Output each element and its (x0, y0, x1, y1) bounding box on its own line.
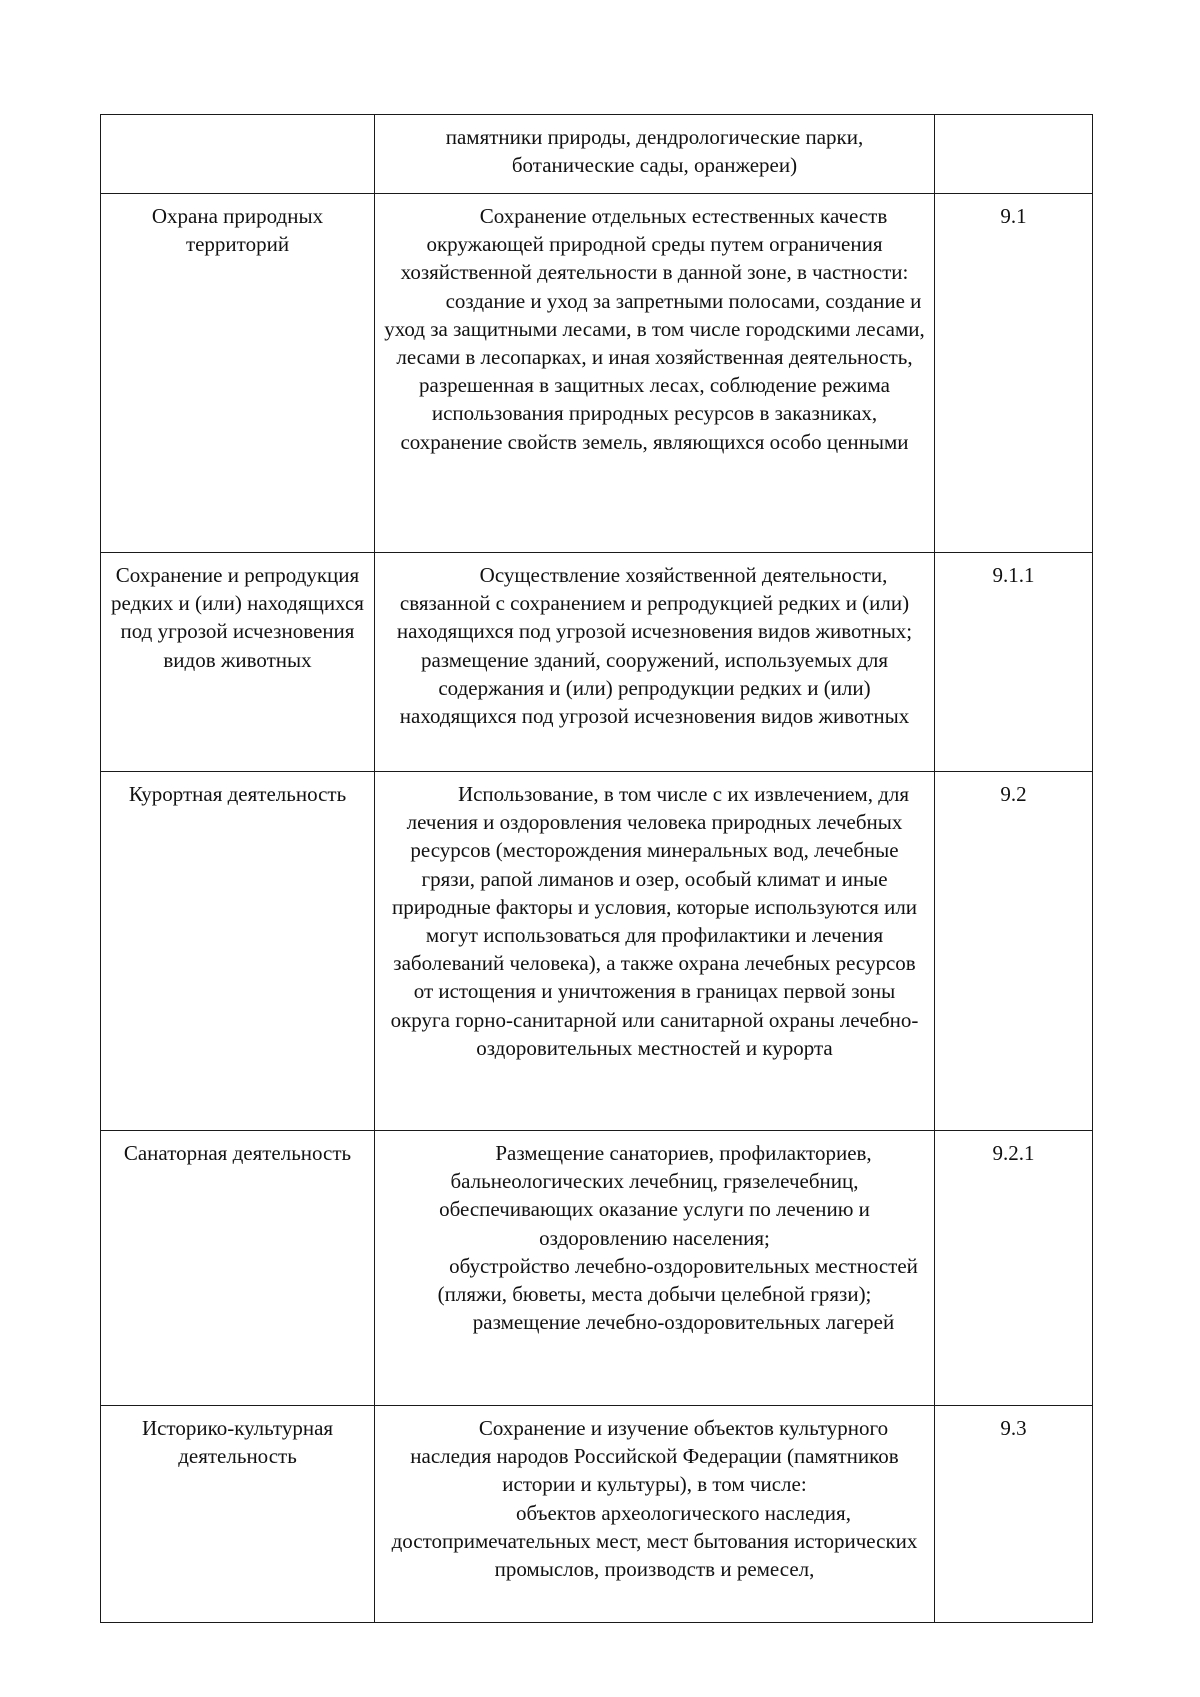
land-use-name: Историко-культурная деятельность (101, 1406, 375, 1623)
description-paragraph: создание и уход за запретными полосами, создание и уход за защитными лесами, в том числе городскими лесами, лесами в лесопарках, и иная хозяйственная деятельность, разрешенная в защитных лесах, соблюдение режима использования природных ресурсов в заказниках, сохранение свойств земель, являющихся особо ценными (384, 288, 925, 454)
land-use-name: Охрана природных территорий (101, 194, 375, 553)
land-use-code: 9.1 (935, 194, 1093, 553)
description-paragraph: объектов археологического наследия, достопримечательных мест, мест бытования исторических промыслов, производств и ремесел, (391, 1500, 918, 1582)
land-use-description (375, 194, 935, 553)
description-paragraph: размещение лечебно-оздоровительных лагерей (472, 1310, 895, 1335)
land-use-name: Санаторная деятельность (101, 1131, 375, 1406)
land-use-description (375, 1131, 935, 1406)
table-row (101, 194, 1093, 553)
land-use-code: 9.2 (935, 772, 1093, 1131)
land-use-description (375, 553, 935, 772)
description-paragraph: Сохранение отдельных естественных качеств окружающей природной среды путем ограничения хозяйственной деятельности в данной зоне, в частности: (400, 204, 909, 285)
table-row (101, 772, 1093, 1131)
land-use-code: 9.2.1 (935, 1131, 1093, 1406)
table-row (101, 115, 1093, 194)
land-use-table (100, 114, 1093, 1623)
description-paragraph: Использование, в том числе с их извлечением, для лечения и оздоровления человека природных лечебных ресурсов (месторождения минеральных вод, лечебные грязи, рапой лиманов и озер, особый климат и иные природные факторы и условия, которые используются или могут использоваться для профилактики и лечения заболеваний человека), а также охрана лечебных ресурсов от истощения и уничтожения в границах первой зоны округа горно-санитарной или санитарной охраны лечебно-оздоровительных местностей и курорта (390, 782, 919, 1060)
land-use-name: Сохранение и репродукция редких и (или) находящихся под угрозой исчезновения видов животных (101, 553, 375, 772)
land-use-description (375, 772, 935, 1131)
land-use-code: 9.3 (935, 1406, 1093, 1623)
description-paragraph: обустройство лечебно-оздоровительных местностей (пляжи, бюветы, места добычи целебной грязи); (437, 1253, 918, 1307)
land-use-code: 9.1.1 (935, 553, 1093, 772)
land-use-code (935, 115, 1093, 194)
description-paragraph: Размещение санаториев, профилакториев, бальнеологических лечебниц, грязелечебниц, обеспечивающих оказание услуги по лечению и оздоровлению населения; (439, 1141, 872, 1250)
table-row (101, 1406, 1093, 1623)
land-use-description (375, 1406, 935, 1623)
description-paragraph: памятники природы, дендрологические парки, ботанические сады, оранжереи) (445, 125, 864, 178)
description-paragraph: Осуществление хозяйственной деятельности, связанной с сохранением и репродукцией редких и (или) находящихся под угрозой исчезновения видов животных; размещение зданий, сооружений, используемых для содержания и (или) репродукции редких и (или) находящихся под угрозой исчезновения видов животных (396, 563, 913, 729)
description-paragraph: Сохранение и изучение объектов культурного наследия народов Российской Федерации (памятников истории и культуры), в том числе: (410, 1416, 899, 1497)
land-use-name (101, 115, 375, 194)
land-use-name: Курортная деятельность (101, 772, 375, 1131)
table-row (101, 553, 1093, 772)
table-row (101, 1131, 1093, 1406)
land-use-description (375, 115, 935, 194)
